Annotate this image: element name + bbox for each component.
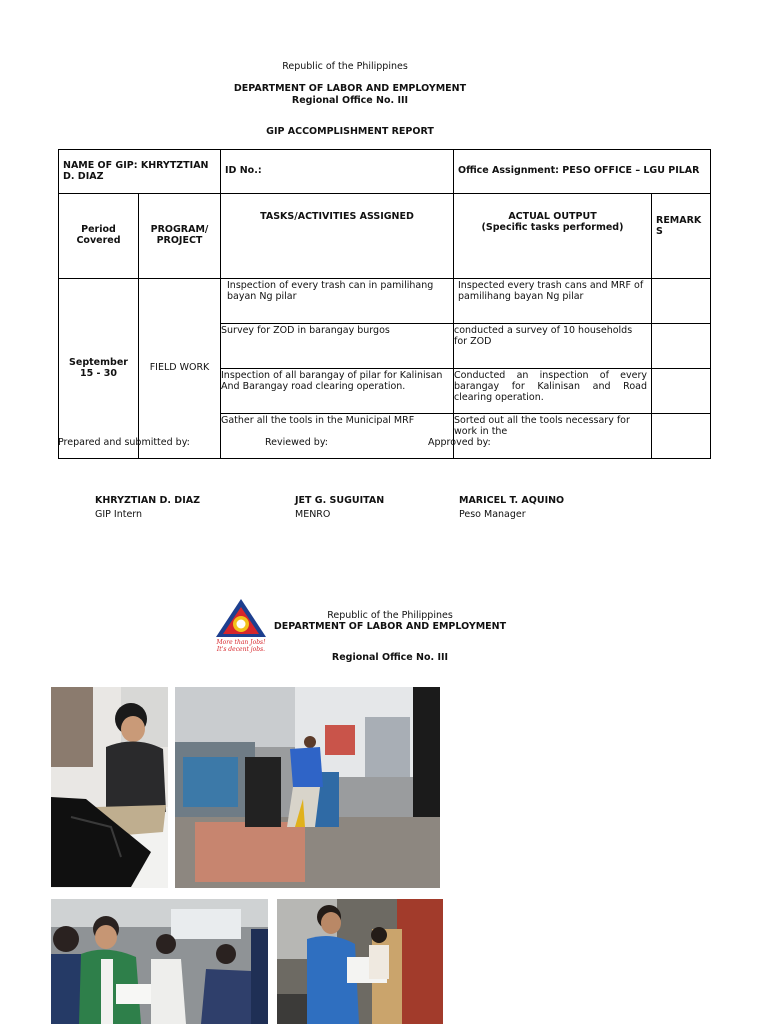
accomplishment-table: [58, 149, 711, 459]
col-period-label: Period Covered: [76, 224, 121, 246]
report-title: GIP ACCOMPLISHMENT REPORT: [266, 126, 434, 137]
program-value-cell: FIELD WORK: [139, 279, 221, 459]
header-office: Regional Office No. III: [291, 95, 409, 106]
page2-department: DEPARTMENT OF LABOR AND EMPLOYMENT: [273, 621, 507, 632]
col-tasks-header: TASKS/ACTIVITIES ASSIGNED: [221, 194, 454, 279]
task-cell: Survey for ZOD in barangay burgos: [221, 324, 454, 369]
page2-office: Regional Office No. III: [331, 652, 449, 663]
remarks-cell: [652, 414, 711, 459]
approved-role: Peso Manager: [459, 509, 526, 520]
remarks-cell: [652, 279, 711, 324]
header-department: DEPARTMENT OF LABOR AND EMPLOYMENT: [233, 83, 467, 94]
header-country: Republic of the Philippines: [282, 61, 408, 72]
col-output-label: ACTUAL OUTPUT: [508, 211, 597, 222]
photo-survey: [277, 899, 443, 1024]
col-output-sublabel: (Specific tasks performed): [481, 221, 624, 233]
period-value: September 15 - 30: [69, 356, 128, 379]
col-program-label: PROGRAM/ PROJECT: [150, 224, 209, 246]
logo-tagline-2: It's decent jobs.: [216, 646, 266, 653]
task-cell: Inspection of all barangay of pilar for Kalinisan And Barangay road clearing operation.: [221, 369, 454, 414]
task-cell: Inspection of every trash can in pamilihang bayan Ng pilar: [221, 279, 454, 324]
prepared-name: KHRYZTIAN D. DIAZ: [95, 495, 200, 506]
reviewed-role: MENRO: [295, 509, 331, 520]
col-period-header: [59, 194, 139, 279]
col-program-header: [139, 194, 221, 279]
reviewed-label: Reviewed by:: [265, 437, 328, 448]
output-cell: Conducted an inspection of every barangay for Kalinisan and Road clearing operation.: [454, 369, 652, 414]
id-no-cell: ID No.:: [221, 150, 454, 194]
prepared-role: GIP Intern: [95, 509, 143, 520]
task-cell: Gather all the tools in the Municipal MRF: [221, 414, 454, 459]
output-cell: conducted a survey of 10 households for ZOD: [454, 324, 652, 369]
output-cell: Sorted out all the tools necessary for work in the: [454, 414, 652, 459]
col-output-header: [454, 194, 652, 279]
period-value-cell: [59, 279, 139, 459]
remarks-cell: [652, 369, 711, 414]
reviewed-name: JET G. SUGUITAN: [295, 495, 385, 506]
page2-country: Republic of the Philippines: [327, 610, 453, 621]
output-cell: Inspected every trash cans and MRF of pamilihang bayan Ng pilar: [454, 279, 652, 324]
col-remarks-header: REMARKS: [652, 194, 711, 279]
approved-name: MARICEL T. AQUINO: [459, 495, 565, 506]
photo-vehicle-group: [51, 899, 268, 1024]
office-assignment-cell: Office Assignment: PESO OFFICE – LGU PILAR: [454, 150, 711, 194]
approved-label: Approved by:: [428, 437, 491, 448]
photo-trash-bag: [51, 687, 168, 888]
remarks-cell: [652, 324, 711, 369]
gip-name-cell: NAME OF GIP: KHRYTZTIAN D. DIAZ: [59, 150, 221, 194]
logo-tagline-1: More than Jobs!: [216, 639, 266, 646]
photo-trash-bins: [175, 687, 440, 888]
prepared-label: Prepared and submitted by:: [58, 437, 190, 448]
